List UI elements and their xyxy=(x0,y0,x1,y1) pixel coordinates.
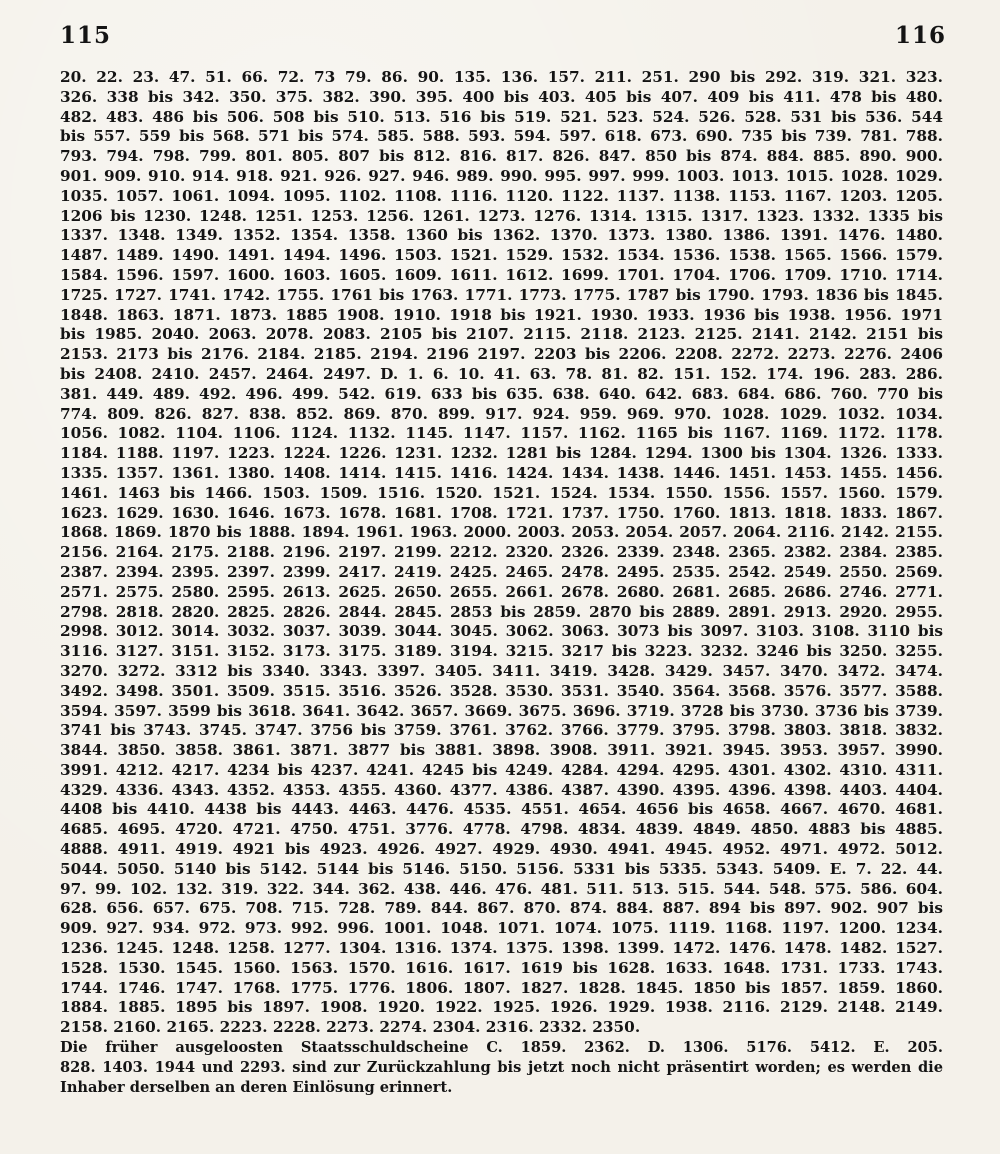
number-line: 1206 bis 1230. 1248. 1251. 1253. 1256. 1261. 1273. 1276. 1314. 1315. 1317. 1323. 1332. 1335 bis xyxy=(60,206,943,225)
number-line: 2798. 2818. 2820. 2825. 2826. 2844. 2845. 2853 bis 2859. 2870 bis 2889. 2891. 2913. 2920. 2955. xyxy=(60,602,943,621)
number-line: 1868. 1869. 1870 bis 1888. 1894. 1961. 1963. 2000. 2003. 2053. 2054. 2057. 2064. 2116. 2142. 2155. xyxy=(60,523,943,542)
number-line: 3991. 4212. 4217. 4234 bis 4237. 4241. 4245 bis 4249. 4284. 4294. 4295. 4301. 4302. 4310. 4311. xyxy=(60,760,943,779)
number-line: 793. 794. 798. 799. 801. 805. 807 bis 812. 816. 817. 826. 847. 850 bis 874. 884. 885. 890. 900. xyxy=(60,147,943,166)
number-line: 3492. 3498. 3501. 3509. 3515. 3516. 3526. 3528. 3530. 3531. 3540. 3564. 3568. 3576. 3577. 3588. xyxy=(60,681,943,700)
number-line: 628. 656. 657. 675. 708. 715. 728. 789. 844. 867. 870. 874. 884. 887. 894 bis 897. 902. 907 bis xyxy=(60,899,943,918)
page-number-left: 115 xyxy=(60,22,112,49)
number-line: 3270. 3272. 3312 bis 3340. 3343. 3397. 3405. 3411. 3419. 3428. 3429. 3457. 3470. 3472. 3474. xyxy=(60,661,943,680)
number-line: 2153. 2173 bis 2176. 2184. 2185. 2194. 2196 2197. 2203 bis 2206. 2208. 2272. 2273. 2276. 2406 xyxy=(60,345,943,364)
number-line: 909. 927. 934. 972. 973. 992. 996. 1001. 1048. 1071. 1074. 1075. 1119. 1168. 1197. 1200. 1234. xyxy=(60,919,943,938)
number-line: 1884. 1885. 1895 bis 1897. 1908. 1920. 1922. 1925. 1926. 1929. 1938. 2116. 2129. 2148. 2149. xyxy=(60,998,943,1017)
number-line: 1848. 1863. 1871. 1873. 1885 1908. 1910. 1918 bis 1921. 1930. 1933. 1936 bis 1938. 1956. 1971 xyxy=(60,305,943,324)
number-line: 2998. 3012. 3014. 3032. 3037. 3039. 3044. 3045. 3062. 3063. 3073 bis 3097. 3103. 3108. 3110 bis xyxy=(60,622,943,641)
number-line: 3741 bis 3743. 3745. 3747. 3756 bis 3759. 3761. 3762. 3766. 3779. 3795. 3798. 3803. 3818. 3832. xyxy=(60,721,943,740)
number-line: 901. 909. 910. 914. 918. 921. 926. 927. 946. 989. 990. 995. 997. 999. 1003. 1013. 1015. 1028. 1029. xyxy=(60,166,943,185)
page-number-right: 116 xyxy=(894,22,946,49)
number-line: 1744. 1746. 1747. 1768. 1775. 1776. 1806. 1807. 1827. 1828. 1845. 1850 bis 1857. 1859. 1860. xyxy=(60,978,943,997)
number-line: 97. 99. 102. 132. 319. 322. 344. 362. 438. 446. 476. 481. 511. 513. 515. 544. 548. 575. 586. 604. xyxy=(60,879,943,898)
note-line: Die früher ausgeloosten Staatsschuldscheine C. 1859. 2362. D. 1306. 5176. 5412. E. 205. xyxy=(60,1039,943,1057)
number-line: 3594. 3597. 3599 bis 3618. 3641. 3642. 3657. 3669. 3675. 3696. 3719. 3728 bis 3730. 3736 bis 3739. xyxy=(60,701,943,720)
number-line: 1056. 1082. 1104. 1106. 1124. 1132. 1145. 1147. 1157. 1162. 1165 bis 1167. 1169. 1172. 1178. xyxy=(60,424,943,443)
number-line: 5044. 5050. 5140 bis 5142. 5144 bis 5146. 5150. 5156. 5331 bis 5335. 5343. 5409. E. 7. 22. 44. xyxy=(60,859,943,878)
number-line: 3844. 3850. 3858. 3861. 3871. 3877 bis 3881. 3898. 3908. 3911. 3921. 3945. 3953. 3957. 3990. xyxy=(60,741,943,760)
number-line: 1184. 1188. 1197. 1223. 1224. 1226. 1231. 1232. 1281 bis 1284. 1294. 1300 bis 1304. 1326. 1333. xyxy=(60,444,943,463)
number-line: 482. 483. 486 bis 506. 508 bis 510. 513. 516 bis 519. 521. 523. 524. 526. 528. 531 bis 536. 544 xyxy=(60,107,943,126)
note-line: Inhaber derselben an deren Einlösung erinnert. xyxy=(60,1078,453,1096)
number-line: 381. 449. 489. 492. 496. 499. 542. 619. 633 bis 635. 638. 640. 642. 683. 684. 686. 760. 770 bis xyxy=(60,384,943,403)
number-line: bis 1985. 2040. 2063. 2078. 2083. 2105 bis 2107. 2115. 2118. 2123. 2125. 2141. 2142. 2151 bis xyxy=(60,325,943,344)
number-line: 3116. 3127. 3151. 3152. 3173. 3175. 3189. 3194. 3215. 3217 bis 3223. 3232. 3246 bis 3250. 3255. xyxy=(60,642,943,661)
lottery-number-list xyxy=(60,68,943,1097)
number-line: 1528. 1530. 1545. 1560. 1563. 1570. 1616. 1617. 1619 bis 1628. 1633. 1648. 1731. 1733. 1743. xyxy=(60,958,943,977)
number-line: 4408 bis 4410. 4438 bis 4443. 4463. 4476. 4535. 4551. 4654. 4656 bis 4658. 4667. 4670. 4681. xyxy=(60,800,943,819)
number-line: 326. 338 bis 342. 350. 375. 382. 390. 395. 400 bis 403. 405 bis 407. 409 bis 411. 478 bis 480. xyxy=(60,87,943,106)
number-line: 4888. 4911. 4919. 4921 bis 4923. 4926. 4927. 4929. 4930. 4941. 4945. 4952. 4971. 4972. 5012. xyxy=(60,840,943,859)
number-line: bis 2408. 2410. 2457. 2464. 2497. D. 1. 6. 10. 41. 63. 78. 81. 82. 151. 152. 174. 196. 283. 286. xyxy=(60,364,943,383)
number-line: 1335. 1357. 1361. 1380. 1408. 1414. 1415. 1416. 1424. 1434. 1438. 1446. 1451. 1453. 1455. 1456. xyxy=(60,463,943,482)
number-line: bis 557. 559 bis 568. 571 bis 574. 585. 588. 593. 594. 597. 618. 673. 690. 735 bis 739. 781. 788. xyxy=(60,127,943,146)
number-line: 1236. 1245. 1248. 1258. 1277. 1304. 1316. 1374. 1375. 1398. 1399. 1472. 1476. 1478. 1482. 1527. xyxy=(60,939,943,958)
number-line: 2156. 2164. 2175. 2188. 2196. 2197. 2199. 2212. 2320. 2326. 2339. 2348. 2365. 2382. 2384. 2385. xyxy=(60,543,943,562)
number-line: 1035. 1057. 1061. 1094. 1095. 1102. 1108. 1116. 1120. 1122. 1137. 1138. 1153. 1167. 1203. 1205. xyxy=(60,186,943,205)
number-line: 774. 809. 826. 827. 838. 852. 869. 870. 899. 917. 924. 959. 969. 970. 1028. 1029. 1032. 1034. xyxy=(60,404,943,423)
number-line: 2571. 2575. 2580. 2595. 2613. 2625. 2650. 2655. 2661. 2678. 2680. 2681. 2685. 2686. 2746. 2771. xyxy=(60,582,943,601)
number-line: 1584. 1596. 1597. 1600. 1603. 1605. 1609. 1611. 1612. 1699. 1701. 1704. 1706. 1709. 1710. 1714. xyxy=(60,265,943,284)
number-line: 1337. 1348. 1349. 1352. 1354. 1358. 1360 bis 1362. 1370. 1373. 1380. 1386. 1391. 1476. 1480. xyxy=(60,226,943,245)
number-line: 4329. 4336. 4343. 4352. 4353. 4355. 4360. 4377. 4386. 4387. 4390. 4395. 4396. 4398. 4403. 4404. xyxy=(60,780,943,799)
number-line: 1725. 1727. 1741. 1742. 1755. 1761 bis 1763. 1771. 1773. 1775. 1787 bis 1790. 1793. 1836 bis 1845. xyxy=(60,285,943,304)
number-line: 2158. 2160. 2165. 2223. 2228. 2273. 2274. 2304. 2316. 2332. 2350. xyxy=(60,1018,641,1037)
number-line: 4685. 4695. 4720. 4721. 4750. 4751. 3776. 4778. 4798. 4834. 4839. 4849. 4850. 4883 bis 4885. xyxy=(60,820,943,839)
number-line: 2387. 2394. 2395. 2397. 2399. 2417. 2419. 2425. 2465. 2478. 2495. 2535. 2542. 2549. 2550. 2569. xyxy=(60,562,943,581)
number-line: 1623. 1629. 1630. 1646. 1673. 1678. 1681. 1708. 1721. 1737. 1750. 1760. 1813. 1818. 1833. 1867. xyxy=(60,503,943,522)
number-line: 1461. 1463 bis 1466. 1503. 1509. 1516. 1520. 1521. 1524. 1534. 1550. 1556. 1557. 1560. 1579. xyxy=(60,483,943,502)
number-line: 20. 22. 23. 47. 51. 66. 72. 73 79. 86. 90. 135. 136. 157. 211. 251. 290 bis 292. 319. 321. 323. xyxy=(60,68,943,86)
note-line: 828. 1403. 1944 und 2293. sind zur Zurückzahlung bis jetzt noch nicht präsentirt worden; es werden die xyxy=(60,1058,943,1076)
number-line: 1487. 1489. 1490. 1491. 1494. 1496. 1503. 1521. 1529. 1532. 1534. 1536. 1538. 1565. 1566. 1579. xyxy=(60,246,943,265)
